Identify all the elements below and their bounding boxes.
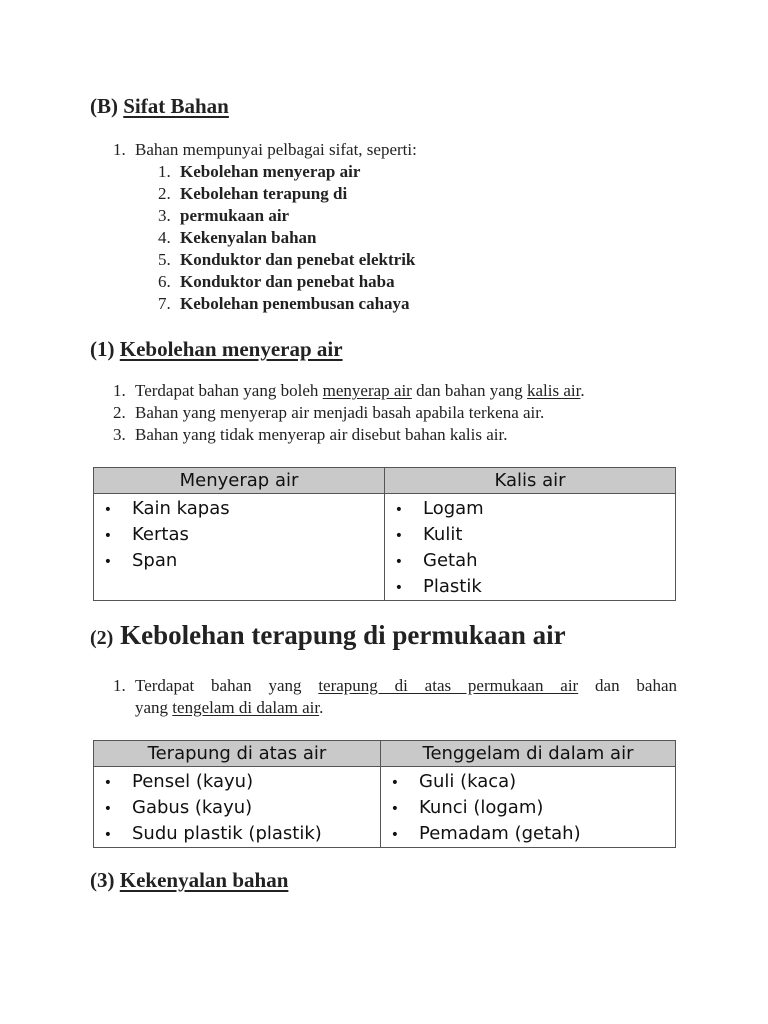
property-item: 5. Konduktor dan penebat elektrik <box>158 250 416 269</box>
list-item: • Kertas <box>103 524 189 545</box>
list-item: • Plastik <box>394 576 482 597</box>
point-2: 2. Bahan yang menyerap air menjadi basah apabila terkena air. <box>113 403 545 422</box>
section-3-title: Kekenyalan bahan <box>119 868 289 892</box>
property-item: 4. Kekenyalan bahan <box>158 228 317 247</box>
waterproof-column <box>385 494 676 601</box>
list-item: • Kulit <box>394 524 463 545</box>
table-header: Kalis air <box>385 468 676 494</box>
intro-text: Bahan mempunyai pelbagai sifat, seperti: <box>135 140 417 159</box>
section-b-title: Sifat Bahan <box>123 94 229 118</box>
list-item: • Guli (kaca) <box>390 771 517 792</box>
section-3-heading <box>90 868 288 893</box>
property-item: 2. Kebolehan terapung di <box>158 184 348 203</box>
float-column <box>94 767 381 848</box>
section-2-point: 1. Terdapat bahan yang terapung di atas permukaan air dan bahan yang tengelam di dalam air. <box>113 676 678 717</box>
property-item: 3. permukaan air <box>158 206 290 225</box>
list-item: • Gabus (kayu) <box>103 797 253 818</box>
section-3-prefix: (3) <box>90 868 115 892</box>
float-table <box>93 740 676 848</box>
list-item: • Kunci (logam) <box>390 797 544 818</box>
section-1-prefix: (1) <box>90 337 115 361</box>
list-item: • Getah <box>394 550 478 571</box>
sink-column <box>381 767 676 848</box>
list-item: • Pensel (kayu) <box>103 771 254 792</box>
point-1: 1. Terdapat bahan yang boleh menyerap air dan bahan yang kalis air. <box>113 381 585 400</box>
list-item: • Logam <box>394 498 484 519</box>
point-line-1: Terdapat bahan yang terapung di atas permukaan air dan bahan <box>135 676 678 695</box>
point-3: 3. Bahan yang tidak menyerap air disebut bahan kalis air. <box>113 425 508 444</box>
absorb-column <box>94 494 385 601</box>
section-b-prefix: (B) <box>90 94 118 118</box>
section-2-prefix: (2) <box>90 627 114 649</box>
section-1-points <box>113 380 585 446</box>
list-item: • Pemadam (getah) <box>390 823 581 844</box>
table-header: Menyerap air <box>94 468 385 494</box>
section-1-heading <box>90 337 343 362</box>
section-2-heading <box>90 620 566 651</box>
list-item: • Kain kapas <box>103 498 230 519</box>
section-1-title: Kebolehan menyerap air <box>119 337 343 361</box>
absorb-table <box>93 467 676 601</box>
table-header: Terapung di atas air <box>94 741 381 767</box>
section-b-heading <box>90 94 229 119</box>
point-line-2: yang tengelam di dalam air. <box>135 698 324 717</box>
intro-line <box>113 139 417 161</box>
property-item: 7. Kebolehan penembusan cahaya <box>158 294 410 313</box>
intro-number: 1. <box>113 140 126 159</box>
section-2-title: Kebolehan terapung di permukaan air <box>120 620 566 650</box>
list-item: • Sudu plastik (plastik) <box>103 823 322 844</box>
table-header: Tenggelam di dalam air <box>381 741 676 767</box>
property-list <box>158 161 415 315</box>
property-item: 6. Konduktor dan penebat haba <box>158 272 395 291</box>
list-item: • Span <box>103 550 178 571</box>
property-item: 1. Kebolehan menyerap air <box>158 162 361 181</box>
